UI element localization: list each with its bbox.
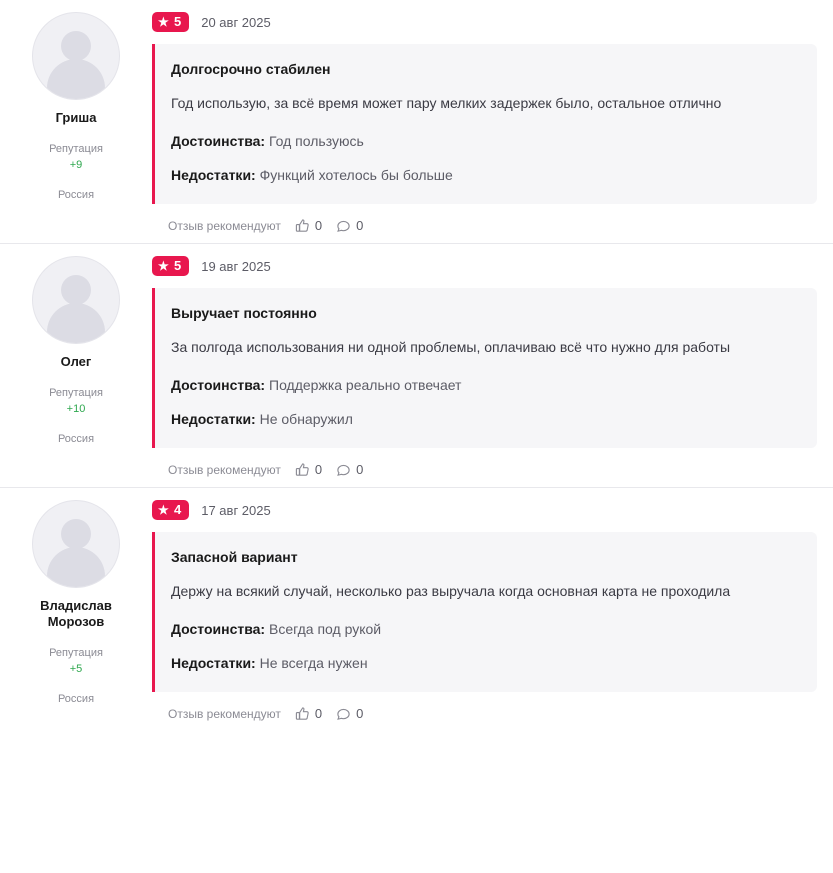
review-meta [152,500,817,520]
review-pros [171,130,799,152]
star-icon: ★ [158,259,169,273]
review-author [0,488,152,722]
comment-counter[interactable] [336,218,363,233]
avatar-head-icon [61,275,91,305]
review-date: 19 авг 2025 [201,258,271,274]
author-country: Россия [57,433,95,445]
pros-value: Год пользуюсь [269,133,364,149]
author-country: Россия [57,693,95,705]
pros-value: Всегда под рукой [269,621,382,637]
review-author [0,244,152,462]
comment-count: 0 [356,462,364,477]
review-text: Держу на всякий случай, несколько раз выручала когда основная карта не проходила [171,583,731,599]
comment-count: 0 [356,218,364,233]
review-text: Год использую, за всё время может пару мелких задержек было, остальное отлично [171,95,722,111]
review-date: 17 авг 2025 [201,502,271,518]
reputation-label: Репутация [49,143,103,155]
review-item [0,488,833,731]
cons-label: Недостатки: [171,655,256,671]
like-counter[interactable] [295,462,322,477]
reputation-label: Репутация [49,387,103,399]
pros-value: Поддержка реально отвечает [269,377,462,393]
status-badge-rating [152,12,189,32]
review-pros [171,374,799,396]
review-meta [152,12,817,32]
author-name[interactable]: Олег [60,354,92,369]
comment-bubble-icon [336,218,351,233]
avatar-head-icon [61,31,91,61]
status-badge-rating [152,500,189,520]
review-content [152,244,833,487]
review-title: Запасной вариант [171,549,298,565]
cons-label: Недостатки: [171,411,256,427]
reputation-value: +5 [69,663,83,675]
cons-value: Не всегда нужен [259,655,368,671]
review-content [152,0,833,243]
review-pros [171,618,799,640]
recommend-label: Отзыв рекомендуют [168,706,281,721]
reputation-label: Репутация [49,647,103,659]
review-title: Долгосрочно стабилен [171,61,331,77]
comment-bubble-icon [336,462,351,477]
author-name[interactable]: Гриша [55,110,97,125]
like-count: 0 [314,462,323,477]
like-counter[interactable] [295,706,322,721]
reputation-value: +9 [69,159,83,171]
avatar[interactable] [32,500,120,588]
review-body-card [152,288,817,448]
pros-label: Достоинства: [171,621,266,637]
review-content [152,488,833,731]
recommend-label: Отзыв рекомендуют [168,462,281,477]
pros-label: Достоинства: [171,133,266,149]
review-footer [152,204,817,233]
avatar-body-icon [47,59,105,100]
review-footer [152,692,817,721]
thumbs-up-icon [295,218,310,233]
rating-value: 4 [174,502,182,517]
avatar[interactable] [32,256,120,344]
comment-count: 0 [356,706,364,721]
review-item [0,0,833,244]
review-body-card [152,532,817,692]
like-count: 0 [314,706,323,721]
review-cons [171,164,799,186]
thumbs-up-icon [295,706,310,721]
rating-value: 5 [174,14,182,29]
thumbs-up-icon [295,462,310,477]
review-footer [152,448,817,477]
comment-bubble-icon [336,706,351,721]
comment-counter[interactable] [336,706,363,721]
review-item [0,244,833,488]
like-counter[interactable] [295,218,322,233]
like-count: 0 [314,218,323,233]
avatar-head-icon [61,519,91,549]
recommend-label: Отзыв рекомендуют [168,218,281,233]
review-date: 20 авг 2025 [201,14,271,30]
cons-label: Недостатки: [171,167,256,183]
comment-counter[interactable] [336,462,363,477]
review-author [0,0,152,218]
review-text: За полгода использования ни одной проблемы, оплачиваю всё что нужно для работы [171,339,731,355]
review-body-card [152,44,817,204]
avatar-body-icon [47,303,105,344]
avatar-body-icon [47,547,105,588]
cons-value: Не обнаружил [259,411,353,427]
cons-value: Функций хотелось бы больше [259,167,453,183]
avatar[interactable] [32,12,120,100]
star-icon: ★ [158,503,169,517]
reputation-value: +10 [66,403,86,415]
rating-value: 5 [174,258,182,273]
author-name[interactable]: Владислав Морозов [40,598,112,629]
star-icon: ★ [158,15,169,29]
review-meta [152,256,817,276]
status-badge-rating [152,256,189,276]
review-cons [171,408,799,430]
review-title: Выручает постоянно [171,305,317,321]
pros-label: Достоинства: [171,377,266,393]
author-country: Россия [57,189,95,201]
review-cons [171,652,799,674]
